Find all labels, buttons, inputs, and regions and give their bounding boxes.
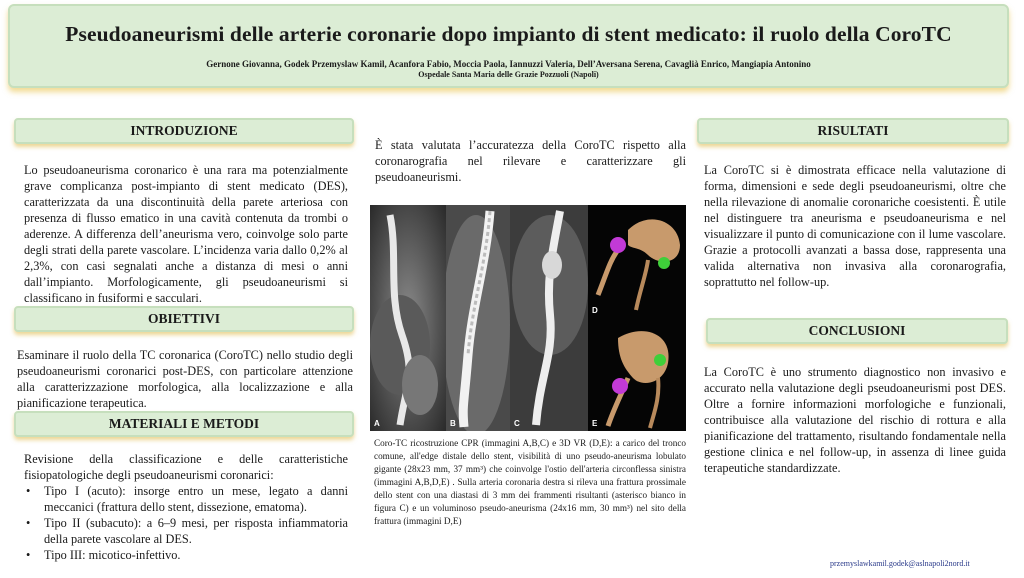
list-item: • Tipo III: micotico-infettivo.	[26, 548, 181, 562]
text-obiettivi: Esaminare il ruolo della TC coronarica (CoroTC) nello studio degli pseudoaneurismi coronarici post-DES, con particolare attenzione alla caratterizzazione morfologica, alla localizzazione e alla pianificazione terapeutica.	[17, 348, 353, 410]
authors: Gernone Giovanna, Godek Przemyslaw Kamil, Acanfora Fabio, Moccia Paola, Iannuzzi Valeria, Dell’Aversana Serena, Cavaglià Enrico, Mangiapia Antonino	[206, 59, 811, 69]
heading-risultati: RISULTATI	[697, 118, 1009, 144]
materiali-list	[24, 483, 348, 563]
image-panel-a	[370, 205, 446, 431]
coro-tc-images	[370, 205, 686, 431]
image-panel-d	[588, 205, 686, 318]
text-center: È stata valutata l’accuratezza della CoroTC rispetto alla coronarografia nel rilevare e caratterizzare gli pseudoaneurismi.	[375, 138, 686, 184]
list-item: • Tipo I (acuto): insorge entro un mese, legato a danni meccanici (frattura dello stent, dissezione, ematoma).	[26, 484, 348, 514]
contact-email[interactable]: przemyslawkamil.godek@aslnapoli2nord.it	[830, 559, 970, 568]
text-conclusioni: La CoroTC è uno strumento diagnostico non invasivo e accurato nella valutazione degli pseudoaneurismi post DES. Oltre a fornire informazioni morfologiche e funzionali, contribuisce alla valutazione del rischio di rottura e alla pianificazione del trattamento, risultando fondamentale nella gestione clinica e nel follow-up, in assenza di linee guida terapeutiche standardizzate.	[704, 365, 1006, 475]
heading-obiettivi: OBIETTIVI	[14, 306, 354, 332]
materiali-intro: Revisione della classificazione e delle caratteristiche fisiopatologiche degli pseudoaneurismi coronarici:	[24, 452, 348, 482]
list-item: • Tipo II (subacuto): a 6–9 mesi, per risposta infiammatoria della parete vascolare al DES.	[26, 516, 348, 546]
bullet-icon: •	[26, 484, 31, 498]
text-introduzione: Lo pseudoaneurisma coronarico è una rara ma potenzialmente grave complicanza post-impianto di stent medicato (DES), caratterizzata da una discontinuità della parete arteriosa con presenza di flusso ematico in una cavità contenuta da trombi o aderenze. A differenza dell’aneurisma vero, coinvolge solo parte degli strati della parete vascolare. L’incidenza varia dallo 0,2% al 2,3%, con casi segnalati anche a distanza di mesi o anni dall’impianto. Morfologicamente, gli pseudoaneurismi si classificano in fusiformi e sacculari.	[24, 163, 348, 305]
heading-materiali: MATERIALI E METODI	[14, 411, 354, 437]
text-materiali	[24, 451, 348, 563]
panel-label: A	[374, 419, 380, 428]
image-panel-e	[588, 318, 686, 431]
image-panel-c	[510, 205, 588, 431]
heading-introduzione: INTRODUZIONE	[14, 118, 354, 144]
title-banner	[8, 4, 1009, 88]
panel-label: B	[450, 419, 456, 428]
image-panels-3d	[588, 205, 686, 431]
bullet-icon: •	[26, 516, 31, 530]
text-risultati: La CoroTC si è dimostrata efficace nella valutazione di forma, dimensioni e sede degli pseudoaneurismi, oltre che nella rilevazione di anomalie coronariche coesistenti. È utile nel distinguere tra aneurisma e pseudoaneurisma e nel visualizzare il punto di comunicazione con il lume vascolare. Grazie a protocolli avanzati a bassa dose, rappresenta una valida alternativa non invasiva alla coronarografia, soprattutto nel follow-up.	[704, 163, 1006, 289]
hospital: Ospedale Santa Maria delle Grazie Pozzuoli (Napoli)	[418, 70, 599, 79]
image-caption: Coro-TC ricostruzione CPR (immagini A,B,C) e 3D VR (D,E): a carico del tronco comune, all'edge distale dello stent, visibilità di uno pseudo-aneurisma lobulato gigante (28x23 mm, 37 mm³) che coinvolge l'ostio dell'arteria circonflessa sinistra (immagini A,B,D,E) . Sulla arteria coronaria destra si rileva una frattura prossimale dello stent con una diastasi di 3 mm dei frammenti risultanti (asterisco bianco in figura C) e un voluminoso pseudo-aneurisma (24x16 mm, 30 mm³) nel sito della frattura (immagini D,E)	[374, 438, 686, 526]
poster-title: Pseudoaneurismi delle arterie coronarie dopo impianto di stent medicato: il ruolo della CoroTC	[65, 22, 952, 46]
panel-label: C	[514, 419, 520, 428]
panel-label: D	[592, 306, 598, 315]
image-panel-b	[446, 205, 510, 431]
bullet-icon: •	[26, 548, 31, 562]
panel-label: E	[592, 419, 598, 428]
heading-conclusioni: CONCLUSIONI	[706, 318, 1008, 344]
